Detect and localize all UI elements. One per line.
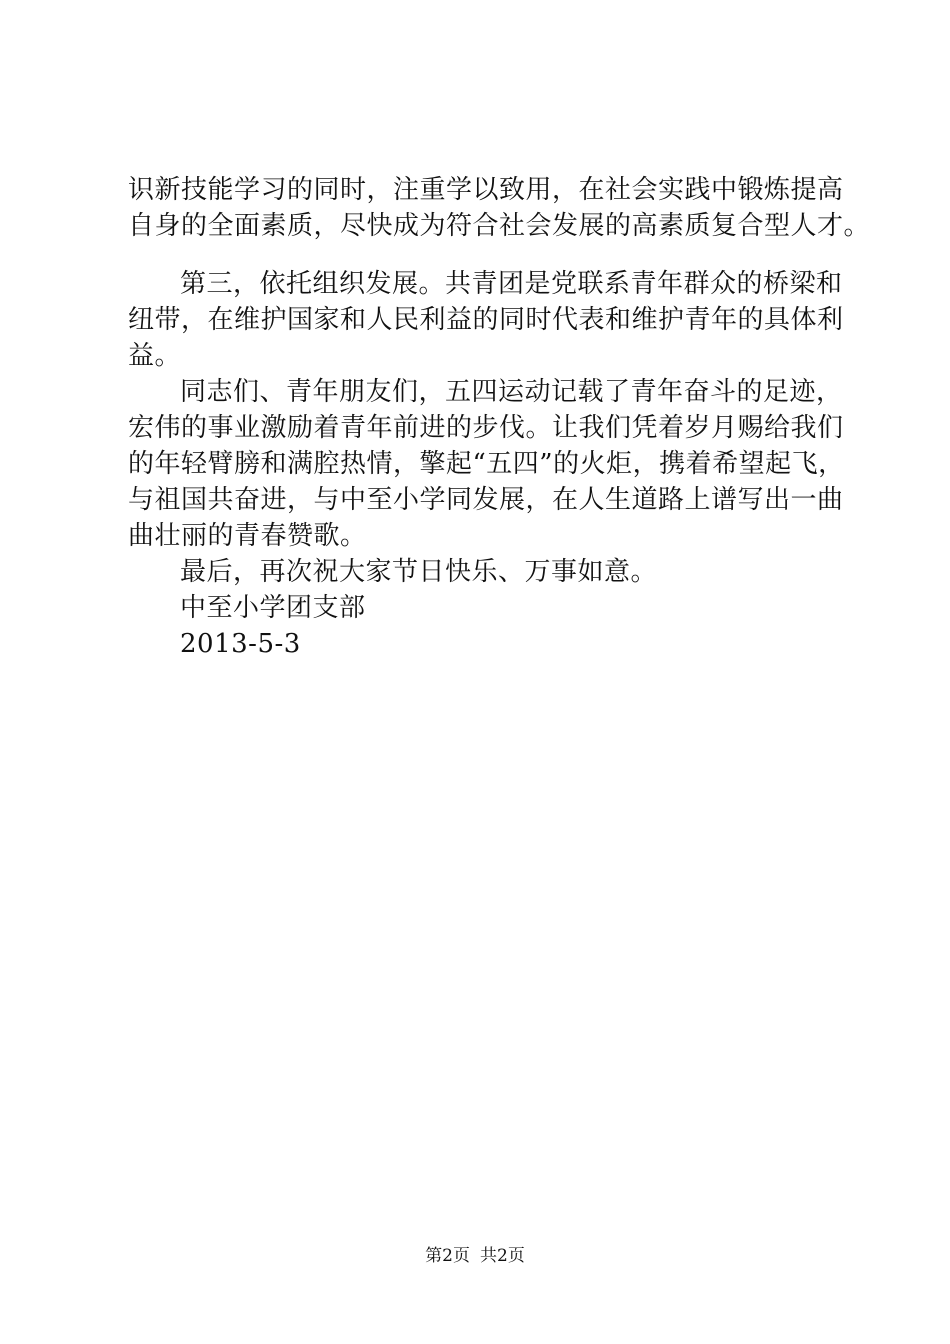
paragraph-line: 同志们、青年朋友们，五四运动记载了青年奋斗的足迹， (180, 377, 843, 407)
paragraph-line: 宏伟的事业激励着青年前进的步伐。让我们凭着岁月赐给我们 (128, 413, 844, 443)
closing-line: 最后，再次祝大家节日快乐、万事如意。 (180, 557, 658, 587)
paragraph-line: 纽带，在维护国家和人民利益的同时代表和维护青年的具体利 (128, 305, 844, 335)
paragraph-gap (128, 244, 848, 266)
page-number-current: 第2页 (425, 1246, 470, 1266)
paragraph-line: 曲壮丽的青春赞歌。 (128, 521, 367, 551)
paragraph-line: 第三，依托组织发展。共青团是党联系青年群众的桥梁和 (180, 269, 843, 299)
date-line: 2013-5-3 (180, 629, 301, 659)
paragraph-line: 识新技能学习的同时，注重学以致用，在社会实践中锻炼提高 (128, 175, 844, 205)
signature-line: 中至小学团支部 (180, 593, 366, 623)
paragraph-line: 自身的全面素质，尽快成为符合社会发展的高素质复合型人才。 (128, 211, 871, 241)
paragraph-line: 与祖国共奋进，与中至小学同发展，在人生道路上谱写出一曲 (128, 485, 844, 515)
page-number-total: 共2页 (480, 1246, 525, 1266)
paragraph-line: 的年轻臂膀和满腔热情，擎起“五四”的火炬，携着希望起飞， (128, 449, 845, 479)
paragraph-line: 益。 (128, 341, 182, 371)
document-body (128, 172, 871, 662)
page-footer (0, 1245, 950, 1267)
